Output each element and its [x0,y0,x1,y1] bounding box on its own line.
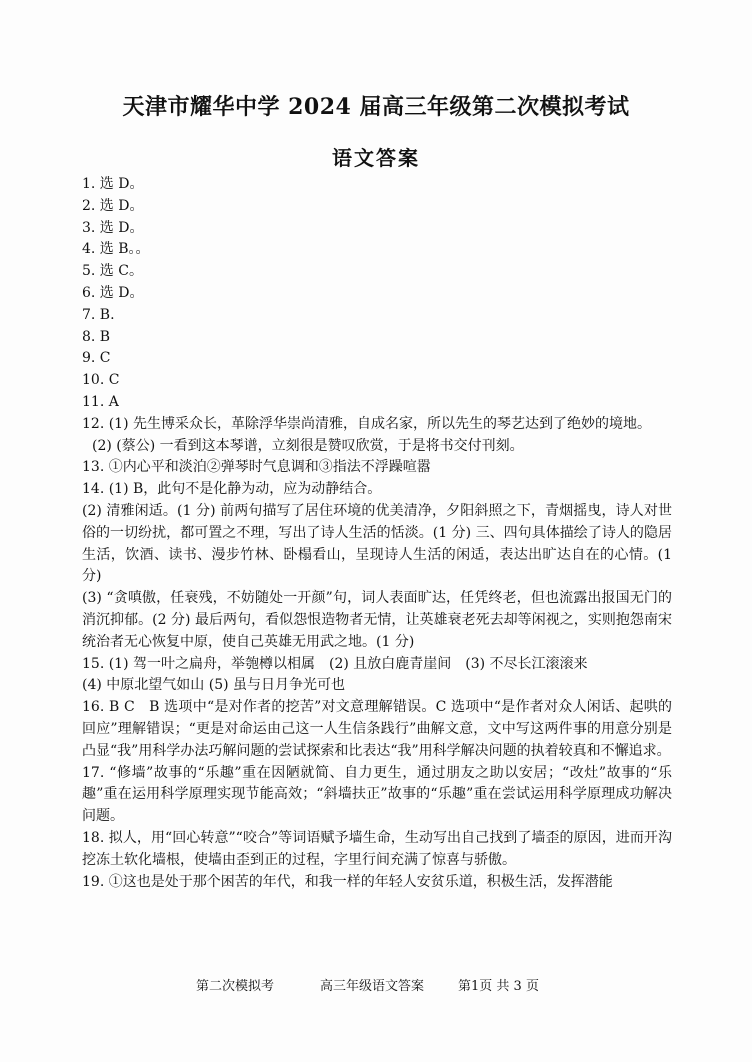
footer-page-number: 第1页 共 3 页 [458,979,539,994]
answer-paragraph: (3) “贪嗔傲，任衰残，不妨随处一开颜”句，词人表面旷达，任凭终老，但也流露出报国无门的消沉抑郁。(2 分) 最后两句，看似怨恨造物者无情，让英雄衰老死去却等闲视之，实则抱怨南宋统治者无心恢复中原，使自己英雄无用武之地。(1 分) [82,590,672,650]
footer-exam: 第二次模拟考 [196,979,275,994]
footer-course: 高三年级语文答案 [320,979,425,994]
answer-list [82,174,672,893]
answer-line: 6. 选 D。 [82,284,144,301]
answer-line: 8. B [82,328,111,345]
answer-paragraph: 19. ①这也是处于那个困苦的年代，和我一样的年轻人安贫乐道，积极生活，发挥潜能 [82,873,613,890]
answer-line: 10. C [82,372,120,389]
answer-paragraph: 16. B C B 选项中“是对作者的挖苦”对文意理解错误。C 选项中“是作者对众人闲话、起哄的回应”理解错误；“更是对命运由己这一人生信条践行”曲解文意，文中写这两件事的用意分别是凸显“我”用科学办法巧解问题的尝试探索和比表达“我”用科学解决问题的执着较真和不懈追求。 [82,699,672,759]
answer-line: 5. 选 C。 [82,263,143,280]
answer-line: 3. 选 D。 [82,219,144,236]
answer-paragraph: 12. (1) 先生博采众长，革除浮华崇尚清雅，自成名家，所以先生的琴艺达到了绝妙的境地。 [82,415,651,432]
document-subtitle: 语文答案 [332,146,420,170]
document-title: 天津市耀华中学 2024 届高三年级第二次模拟考试 [122,94,630,120]
answer-paragraph: 13. ①内心平和淡泊②弹琴时气息调和③指法不浮躁喧嚣 [82,459,431,476]
answer-line: 1. 选 D。 [82,176,144,192]
answer-line: 7. B. [82,306,115,323]
answer-paragraph: 14. (1) B，此句不是化静为动，应为动静结合。 [82,481,382,498]
answer-paragraph: 18. 拟人，用“回心转意”“咬合”等词语赋予墙生命，生动写出自己找到了墙歪的原因，进而开沟挖冻土软化墙根，使墙由歪到正的过程，字里行间充满了惊喜与骄傲。 [82,829,672,868]
answer-paragraph: 15. (1) 驾一叶之扁舟，举匏樽以相属 (2) 且放白鹿青崖间 (3) 不尽长江滚滚来 [82,655,588,672]
answer-paragraph: (2) (蔡公) 一看到这本琴谱，立刻很是赞叹欣赏，于是将书交付刊刻。 [92,437,524,454]
answer-line: 11. A [82,393,119,410]
answer-paragraph: 17. “修墙”故事的“乐趣”重在因陋就简、自力更生，通过朋友之助以安居；“改灶”故事的“乐趣”重在运用科学原理实现节能高效；“斜墙扶正”故事的“乐趣”重在尝试运用科学原理成功解决问题。 [82,764,672,825]
answer-paragraph: (4) 中原北望气如山 (5) 虽与日月争光可也 [82,677,346,694]
answer-line: 9. C [82,350,111,367]
answer-line: 2. 选 D。 [82,197,144,214]
answer-line: 4. 选 B。。 [82,241,150,258]
answer-paragraph: (2) 清雅闲适。(1 分) 前两句描写了居住环境的优美清净，夕阳斜照之下，青烟摇曳，诗人对世俗的一切纷扰，都可置之不理，写出了诗人生活的恬淡。(1 分) 三、四句具体描绘了诗人的隐居生活，饮酒、读书、漫步竹林、卧榻看山，呈现诗人生活的闲适，表达出旷达自在的心情。(1 分) [82,502,672,585]
